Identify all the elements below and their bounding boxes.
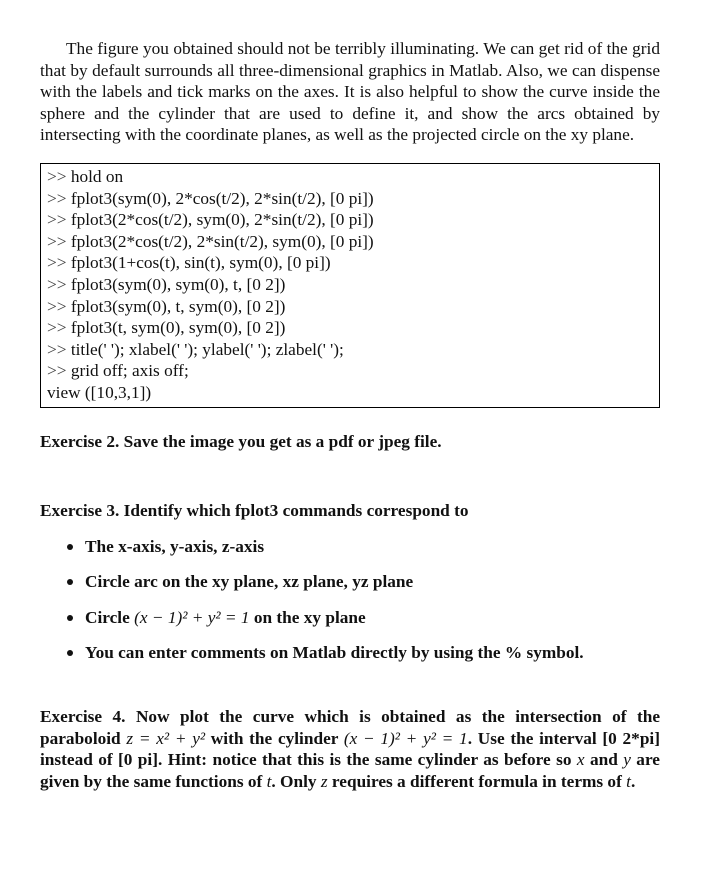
code-prompt: >>: [47, 231, 67, 251]
code-text: title(' '); xlabel(' '); ylabel(' '); zlabel(' ');: [70, 339, 344, 359]
exercise-4-text: requires a different formula in terms of: [327, 771, 627, 791]
code-prompt: >>: [47, 274, 67, 294]
code-line: [47, 317, 653, 339]
exercise-4-text: .: [630, 771, 636, 791]
matlab-code-box: [40, 163, 660, 408]
code-line-last: view ([10,3,1]): [47, 382, 152, 402]
list-item: [40, 536, 660, 558]
bullet-icon: [67, 579, 73, 585]
code-prompt: >>: [47, 361, 67, 381]
list-item-text: Circle arc on the xy plane, xz plane, yz plane: [85, 572, 414, 592]
exercise-4-text: Exercise 4. Now plot the curve which is obtained as the intersection of the paraboloid: [40, 707, 660, 748]
list-item-text: Circle: [85, 607, 135, 627]
code-line: [47, 339, 653, 361]
code-text: fplot3(t, sym(0), sym(0), [0 2]): [70, 318, 286, 338]
code-text: hold on: [70, 166, 124, 186]
code-prompt: >>: [47, 318, 67, 338]
code-prompt: >>: [47, 253, 67, 273]
list-item-text: You can enter comments on Matlab directly by using the % symbol.: [85, 643, 584, 663]
exercise-4-text: . Only: [271, 771, 321, 791]
math-variable: y: [623, 750, 631, 770]
equation: (x − 1)² + y² = 1: [343, 728, 468, 748]
math-variable: z: [320, 771, 328, 791]
math-variable: t: [626, 771, 631, 791]
list-item-text: on the xy plane: [249, 607, 366, 627]
intro-paragraph: The figure you obtained should not be terribly illuminating. We can get rid of the grid that by default surrounds all three-dimensional graphics in Matlab. Also, we can dispense with the labels and tick marks on the axes. It is also helpful to show the curve inside the sphere and the cylinder that are used to define it, and show the arcs obtained by intersecting with the coordinate planes, as well as the projected circle on the xy plane.: [40, 39, 660, 145]
bullet-icon: [67, 650, 73, 656]
code-text: fplot3(2*cos(t/2), sym(0), 2*sin(t/2), [0 pi]): [70, 210, 374, 230]
code-text: fplot3(2*cos(t/2), 2*sin(t/2), sym(0), [0 pi]): [70, 231, 374, 251]
code-prompt: >>: [47, 339, 67, 359]
exercise-4-text: and: [584, 750, 624, 770]
code-line: [47, 166, 653, 188]
math-variable: t: [266, 771, 272, 791]
exercise-4: [40, 706, 660, 792]
code-text: fplot3(sym(0), sym(0), t, [0 2]): [70, 274, 286, 294]
list-item: [40, 571, 660, 593]
exercise-2: Exercise 2. Save the image you get as a pdf or jpeg file.: [40, 431, 442, 451]
code-text: fplot3(sym(0), t, sym(0), [0 2]): [70, 296, 286, 316]
code-prompt: >>: [47, 166, 67, 186]
code-text: fplot3(sym(0), 2*cos(t/2), 2*sin(t/2), [0 pi]): [70, 188, 374, 208]
equation: (x − 1)² + y² = 1: [134, 607, 250, 627]
equation: z = x² + y²: [126, 728, 206, 748]
list-item: [40, 607, 660, 629]
code-text: grid off; axis off;: [70, 361, 189, 381]
exercise-3-list: [40, 536, 660, 664]
exercise-4-text: . Use the interval [0 2*pi] instead of [0 pi]. Hint: notice that this is the same cylinder as before so: [40, 728, 660, 770]
code-prompt: >>: [47, 188, 67, 208]
code-line: [47, 360, 653, 382]
exercise-4-text: are given by the same functions of: [40, 750, 660, 791]
exercise-3-heading: Exercise 3. Identify which fplot3 commands correspond to: [40, 501, 469, 521]
code-prompt: >>: [47, 296, 67, 316]
code-prompt: >>: [47, 210, 67, 230]
code-line: [47, 209, 653, 231]
list-item: [40, 642, 660, 664]
code-line: [47, 188, 653, 210]
exercise-4-text: with the cylinder: [205, 728, 344, 748]
code-line: [47, 296, 653, 318]
code-line: [47, 231, 653, 253]
code-line: [47, 274, 653, 296]
code-text: fplot3(1+cos(t), sin(t), sym(0), [0 pi]): [70, 253, 331, 273]
bullet-icon: [67, 544, 73, 550]
bullet-icon: [67, 615, 73, 621]
document-page: [40, 38, 660, 792]
list-item-text: The x-axis, y-axis, z-axis: [85, 536, 265, 556]
code-line: [47, 252, 653, 274]
math-variable: x: [576, 750, 585, 770]
